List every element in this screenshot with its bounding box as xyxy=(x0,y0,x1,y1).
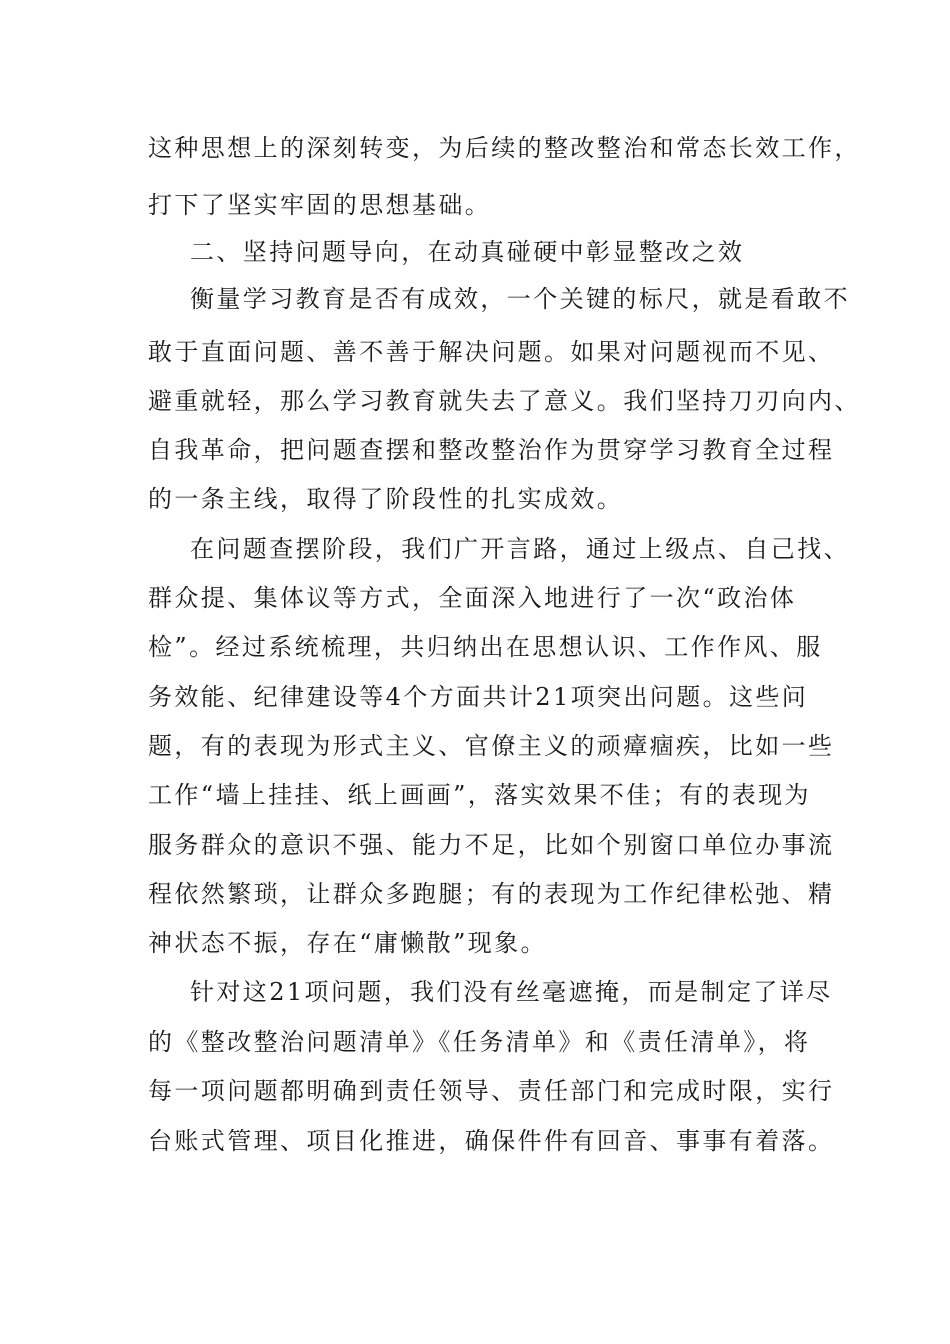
text-line: 务效能、纪律建设等4个方面共计21项突出问题。这些问 xyxy=(148,683,809,711)
paragraph-first-line: 在问题查摆阶段，我们广开言路，通过上级点、自己找、 xyxy=(190,535,850,563)
text-line: 的一条主线，取得了阶段性的扎实成效。 xyxy=(148,485,624,513)
text-line: 服务群众的意识不强、能力不足，比如个别窗口单位办事流 xyxy=(148,831,835,859)
text-line: 题，有的表现为形式主义、官僚主义的顽瘴痼疾，比如一些 xyxy=(148,732,835,760)
text-line: 检”。经过系统梳理，共归纳出在思想认识、工作作风、服 xyxy=(148,633,823,661)
text-line: 打下了坚实牢固的思想基础。 xyxy=(148,191,492,219)
text-line: 敢于直面问题、善不善于解决问题。如果对问题视而不见、 xyxy=(148,338,835,366)
paragraph-first-line: 衡量学习教育是否有成效，一个关键的标尺，就是看敢不 xyxy=(190,285,850,313)
text-line: 的《整改整治问题清单》《任务清单》和《责任清单》，将 xyxy=(148,1028,811,1056)
text-line: 工作“墙上挂挂、纸上画画”，落实效果不佳；有的表现为 xyxy=(148,781,811,809)
paragraph-first-line: 针对这21项问题，我们没有丝毫遮掩，而是制定了详尽 xyxy=(190,978,833,1006)
text-line: 每一项问题都明确到责任领导、责任部门和完成时限，实行 xyxy=(148,1077,835,1105)
text-line: 程依然繁琐，让群众多跑腿；有的表现为工作纪律松弛、精 xyxy=(148,880,835,908)
text-line: 避重就轻，那么学习教育就失去了意义。我们坚持刀刃向内、 xyxy=(148,387,861,415)
section-heading: 二、坚持问题导向，在动真碰硬中彰显整改之效 xyxy=(190,238,745,266)
text-line: 这种思想上的深刻转变，为后续的整改整治和常态长效工作， xyxy=(148,134,861,162)
text-line: 神状态不振，存在“庸懒散”现象。 xyxy=(148,929,547,957)
text-line: 自我革命，把问题查摆和整改整治作为贯穿学习教育全过程 xyxy=(148,436,835,464)
text-line: 群众提、集体议等方式，全面深入地进行了一次“政治体 xyxy=(148,584,797,612)
text-line: 台账式管理、项目化推进，确保件件有回音、事事有着落。 xyxy=(148,1127,835,1155)
